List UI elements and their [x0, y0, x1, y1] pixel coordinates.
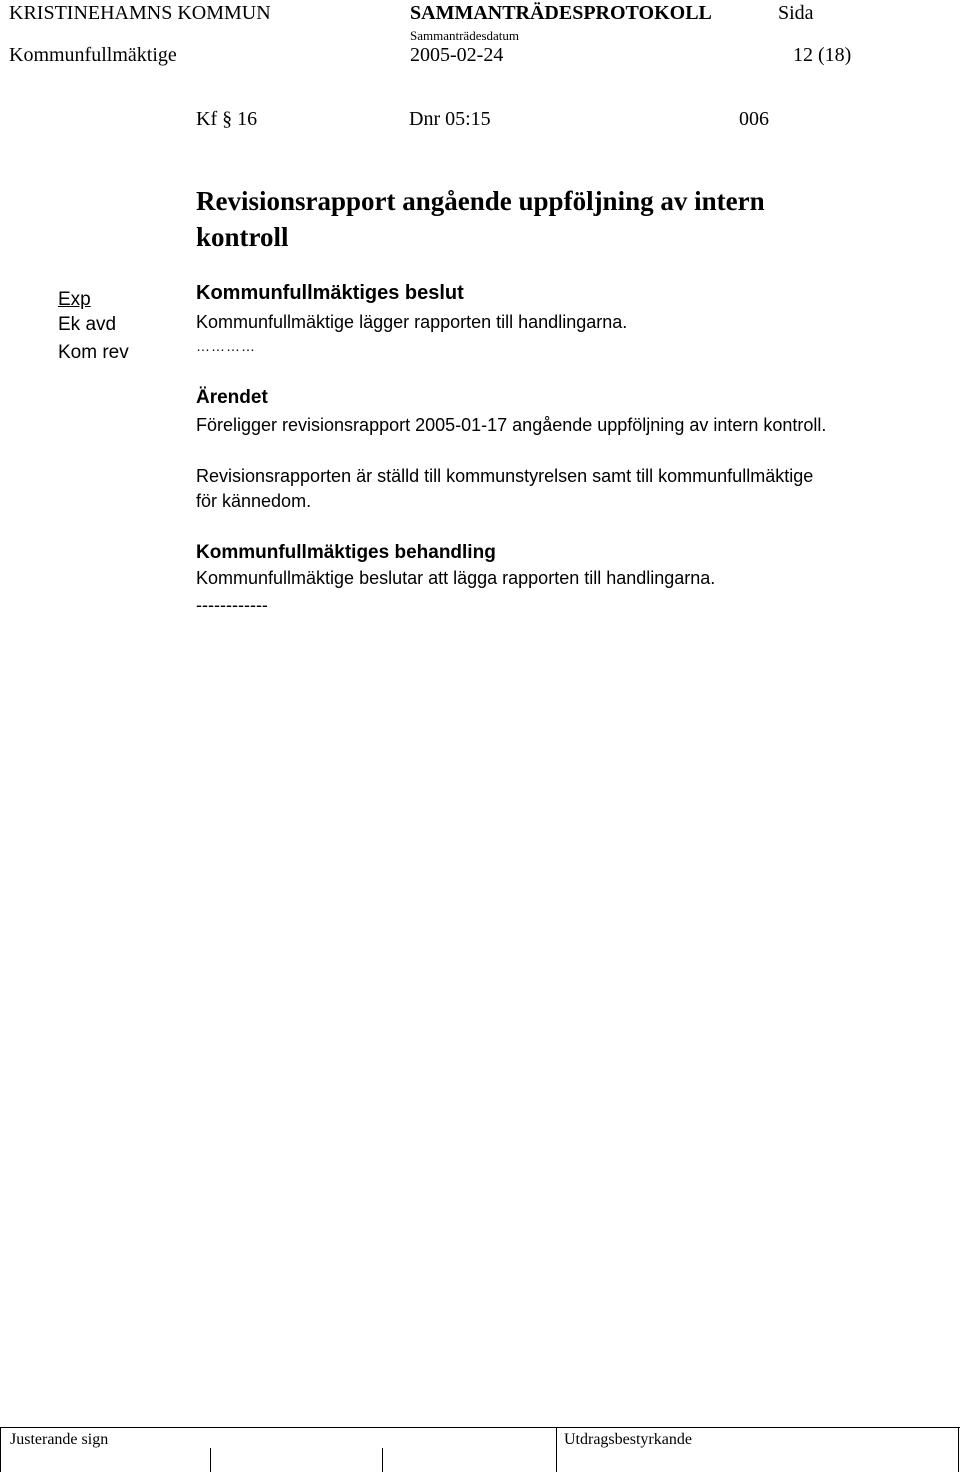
utdragsbestyrkande-label: Utdragsbestyrkande: [564, 1431, 692, 1448]
exp-label: Exp: [58, 289, 91, 310]
case-code: 006: [739, 108, 769, 130]
footer-border-right: [958, 1427, 959, 1472]
document-title-line1: Revisionsrapport angående uppföljning av intern: [196, 186, 765, 216]
page-label: Sida: [778, 2, 814, 24]
page-number: 12 (18): [793, 44, 852, 66]
justerande-sign-label: Justerande sign: [10, 1431, 109, 1448]
decision-heading: Kommunfullmäktiges beslut: [196, 282, 464, 304]
handling-text: Kommunfullmäktige beslutar att lägga rapporten till handlingarna.: [196, 568, 716, 588]
handling-heading: Kommunfullmäktiges behandling: [196, 542, 496, 563]
sign-box-divider-1: [210, 1448, 211, 1472]
distribution-ek-avd: Ek avd: [58, 314, 117, 335]
distribution-kom-rev: Kom rev: [58, 342, 129, 363]
paragraph-number: Kf § 16: [196, 108, 258, 130]
matter-para2-line2: för kännedom.: [196, 491, 312, 511]
footer-separator: [556, 1427, 557, 1472]
dnr-number: Dnr 05:15: [409, 108, 491, 130]
matter-para2-line1: Revisionsrapporten är ställd till kommunstyrelsen samt till kommunfullmäktige: [196, 466, 814, 486]
sign-box-divider-2: [382, 1448, 383, 1472]
date-label: Sammanträdesdatum: [410, 28, 520, 43]
document-title-line2: kontroll: [196, 222, 289, 252]
protocol-title: SAMMANTRÄDESPROTOKOLL: [410, 2, 712, 24]
footer-divider: [0, 1427, 960, 1428]
decision-dots: …………: [196, 338, 256, 354]
footer-border-left: [0, 1427, 1, 1472]
handling-dashes: ------------: [196, 595, 268, 615]
municipality-name: KRISTINEHAMNS KOMMUN: [9, 2, 271, 24]
decision-text: Kommunfullmäktige lägger rapporten till handlingarna.: [196, 312, 628, 332]
matter-heading: Ärendet: [196, 387, 268, 408]
meeting-date: 2005-02-24: [410, 44, 504, 66]
body-name: Kommunfullmäktige: [9, 44, 177, 66]
matter-text: Föreligger revisionsrapport 2005-01-17 angående uppföljning av intern kontroll.: [196, 415, 827, 435]
